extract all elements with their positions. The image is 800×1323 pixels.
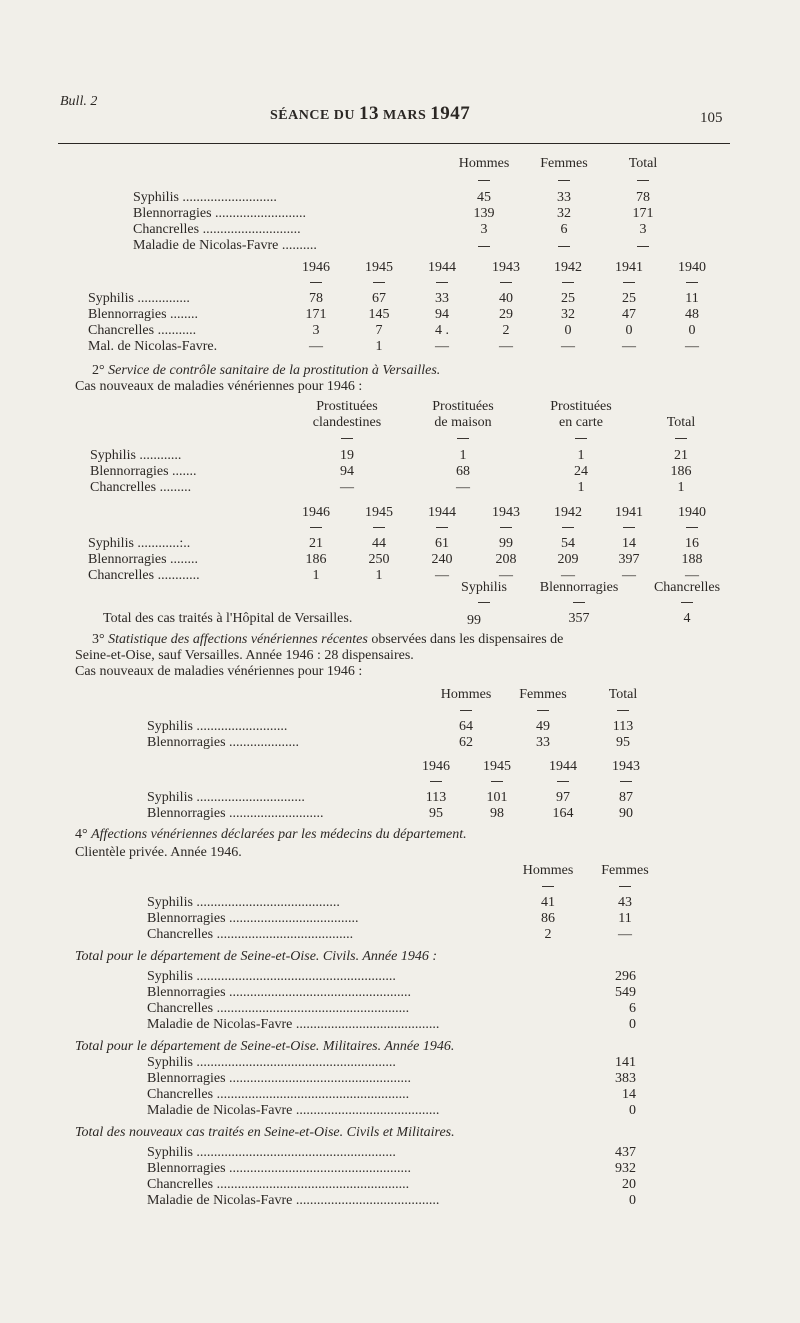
s1-year-cell: 78 [309, 291, 323, 306]
s2-cell: 19 [340, 448, 354, 463]
s2-col-maison-2: de maison [434, 415, 492, 430]
dash [310, 527, 322, 528]
s4-cell: 41 [541, 895, 555, 910]
totals-value: 0 [629, 1193, 636, 1208]
dash [557, 781, 569, 782]
s2-year: 1946 [302, 505, 330, 520]
s1-year-cell: 47 [622, 307, 636, 322]
s3-cell: 95 [616, 735, 630, 750]
page-number: 105 [700, 110, 723, 126]
totals-heading: Total pour le département de Seine-et-Oise. Civils. Année 1946 : [75, 949, 437, 964]
s1-col-hommes: Hommes [458, 156, 510, 171]
s4-cell: 86 [541, 911, 555, 926]
s3-year-label: Blennorragies ........................... [147, 806, 324, 821]
dash [500, 282, 512, 283]
s2-heading: 2° Service de contrôle sanitaire de la prostitution à Versailles. [92, 363, 441, 378]
totals-value: 0 [629, 1017, 636, 1032]
s2-total-label: Total des cas traités à l'Hôpital de Versailles. [103, 611, 353, 626]
s1-col-total: Total [628, 156, 658, 171]
s1-year: 1946 [302, 260, 330, 275]
s3-ycell: 98 [490, 806, 504, 821]
totals-value: 14 [622, 1087, 636, 1102]
s2-year-cell: 44 [372, 536, 386, 551]
s1-cell: 45 [477, 190, 491, 205]
s1-year-cell: — [561, 339, 575, 354]
totals-row-label: Maladie de Nicolas-Favre ......................................... [147, 1193, 440, 1208]
s3-ycell: 95 [429, 806, 443, 821]
s1-year-cell: — [499, 339, 513, 354]
totals-value: 932 [615, 1161, 636, 1176]
s2-col-total: Total [666, 415, 696, 430]
s1-year-cell: 4 . [435, 323, 449, 338]
s2-year: 1941 [615, 505, 643, 520]
title-part-seance: SÉANCE DU [270, 108, 360, 123]
s1-year-cell: 0 [625, 323, 633, 338]
s1-year-cell: 145 [368, 307, 390, 322]
s3-cell: 113 [612, 719, 634, 734]
dash [562, 282, 574, 283]
s1-year-label: Blennorragies ........ [88, 307, 199, 322]
s3-row-label: Syphilis .......................... [147, 719, 288, 734]
totals-value: 6 [629, 1001, 636, 1016]
s3-year-label: Syphilis ............................... [147, 790, 305, 805]
s4-cell: 43 [618, 895, 632, 910]
dash [491, 781, 503, 782]
dash [686, 282, 698, 283]
totals-row-label: Syphilis ......................................................... [147, 1055, 396, 1070]
totals-value: 549 [615, 985, 636, 1000]
s1-year-cell: 32 [561, 307, 575, 322]
s2-year-cell: 1 [312, 568, 320, 583]
s2-total-value: 4 [683, 611, 691, 626]
s2-year-cell: 188 [681, 552, 703, 567]
s1-cell: 6 [560, 222, 568, 237]
s2-year-cell: 99 [499, 536, 513, 551]
s2-total-value: 99 [467, 613, 481, 628]
s1-year-cell: 48 [685, 307, 699, 322]
s3-year: 1944 [549, 759, 577, 774]
s2-cell: — [456, 480, 470, 495]
s1-year-cell: 3 [312, 323, 320, 338]
s2-year-cell: — [499, 568, 513, 583]
header-rule [58, 143, 730, 144]
dash [478, 246, 490, 247]
dash [500, 527, 512, 528]
s2-year-cell: 1 [375, 568, 383, 583]
dash [373, 527, 385, 528]
s3-year: 1946 [422, 759, 450, 774]
dash [436, 527, 448, 528]
dash [562, 527, 574, 528]
s2-cell: 1 [677, 480, 685, 495]
s1-row-label: Blennorragies .......................... [133, 206, 307, 221]
s2-cell: 1 [577, 480, 585, 495]
s1-year-cell: 94 [435, 307, 449, 322]
s2-cell: 21 [674, 448, 688, 463]
dash [436, 282, 448, 283]
dash [558, 246, 570, 247]
s2-year: 1942 [554, 505, 582, 520]
s2-year-cell: 186 [305, 552, 327, 567]
s1-year-cell: 67 [372, 291, 386, 306]
s4-heading: 4° Affections vénériennes déclarées par les médecins du département. [75, 827, 467, 842]
totals-row-label: Chancrelles ....................................................... [147, 1001, 410, 1016]
s2-tcol: Chancrelles [653, 580, 721, 595]
s1-col-femmes: Femmes [540, 156, 588, 171]
totals-row-label: Syphilis ......................................................... [147, 1145, 396, 1160]
totals-row-label: Blennorragies .................................................... [147, 985, 412, 1000]
dash [686, 527, 698, 528]
dash [675, 438, 687, 439]
s1-year-cell: 7 [375, 323, 383, 338]
dash [373, 282, 385, 283]
s2-subheading: Cas nouveaux de maladies vénériennes pour 1946 : [75, 379, 363, 394]
dash [575, 438, 587, 439]
s3-line2: Seine-et-Oise, sauf Versailles. Année 1946 : 28 dispensaires. [75, 648, 414, 663]
s4-cell: 11 [618, 911, 632, 926]
s2-total-value: 357 [568, 611, 590, 626]
s2-cell: 186 [670, 464, 692, 479]
dash [681, 602, 693, 603]
s4-col-femmes: Femmes [601, 863, 649, 878]
totals-heading: Total des nouveaux cas traités en Seine-et-Oise. Civils et Militaires. [75, 1125, 455, 1140]
s4-line2: Clientèle privée. Année 1946. [75, 845, 242, 860]
page-title [270, 104, 470, 123]
s2-year-cell: — [685, 568, 699, 583]
s2-year-cell: 16 [685, 536, 699, 551]
title-part-mars: MARS [379, 108, 431, 123]
totals-row-label: Chancrelles ....................................................... [147, 1177, 410, 1192]
s1-year-cell: 0 [564, 323, 572, 338]
s2-col-clandestines: Prostituées [316, 399, 378, 414]
totals-row-label: Syphilis ......................................................... [147, 969, 396, 984]
dash [623, 282, 635, 283]
s2-cell: 68 [456, 464, 470, 479]
s3-ycell: 113 [425, 790, 447, 805]
s2-tcol: Syphilis [461, 580, 507, 595]
s3-col-hommes: Hommes [440, 687, 492, 702]
title-day: 13 [359, 103, 380, 124]
s2-row-label: Chancrelles ......... [90, 480, 192, 495]
s2-year: 1944 [428, 505, 456, 520]
s3-heading: 3° Statistique des affections vénériennes récentes observées dans les dispensaires de [92, 632, 564, 647]
dash [619, 886, 631, 887]
s2-cell: 1 [459, 448, 467, 463]
s1-year: 1944 [428, 260, 456, 275]
s1-row-label: Chancrelles ............................ [133, 222, 301, 237]
s2-year: 1940 [678, 505, 706, 520]
s1-year-cell: 171 [305, 307, 327, 322]
s3-line3: Cas nouveaux de maladies vénériennes pour 1946 : [75, 664, 363, 679]
s1-year-label: Syphilis ............... [88, 291, 190, 306]
s1-year-cell: — [435, 339, 449, 354]
s3-ycell: 87 [619, 790, 633, 805]
s3-year: 1943 [612, 759, 640, 774]
s2-year-label: Chancrelles ............ [88, 568, 200, 583]
s2-year-cell: 21 [309, 536, 323, 551]
s1-year-cell: 25 [561, 291, 575, 306]
totals-value: 0 [629, 1103, 636, 1118]
s1-row-label: Maladie de Nicolas-Favre .......... [133, 238, 317, 253]
s1-year: 1943 [492, 260, 520, 275]
dash [623, 527, 635, 528]
s4-col-hommes: Hommes [522, 863, 574, 878]
s4-row-label: Syphilis ......................................... [147, 895, 340, 910]
s3-col-femmes: Femmes [519, 687, 567, 702]
s1-year-cell: 40 [499, 291, 513, 306]
s1-year-cell: 33 [435, 291, 449, 306]
s1-cell: 171 [632, 206, 654, 221]
s1-year-cell: 25 [622, 291, 636, 306]
s2-col-carte-2: en carte [559, 415, 603, 430]
s2-year-label: Syphilis ............:.. [88, 536, 191, 551]
s3-ycell: 90 [619, 806, 633, 821]
s2-tcol: Blennorragies [539, 580, 619, 595]
s2-year: 1943 [492, 505, 520, 520]
s1-year: 1941 [615, 260, 643, 275]
s3-cell: 62 [459, 735, 473, 750]
s3-cell: 64 [459, 719, 473, 734]
s2-year-cell: — [435, 568, 449, 583]
dash [542, 886, 554, 887]
dash [460, 710, 472, 711]
s4-row-label: Blennorragies ..................................... [147, 911, 359, 926]
s1-year-label: Chancrelles ........... [88, 323, 197, 338]
s1-year-cell: 1 [375, 339, 383, 354]
s2-year-cell: 250 [368, 552, 390, 567]
s1-cell: 3 [480, 222, 488, 237]
s2-cell: 94 [340, 464, 354, 479]
s1-cell: 3 [639, 222, 647, 237]
dash [637, 246, 649, 247]
dash [430, 781, 442, 782]
totals-row-label: Maladie de Nicolas-Favre ......................................... [147, 1103, 440, 1118]
dash [341, 438, 353, 439]
s1-year: 1940 [678, 260, 706, 275]
s2-year-cell: 14 [622, 536, 636, 551]
totals-row-label: Chancrelles ....................................................... [147, 1087, 410, 1102]
s3-year: 1945 [483, 759, 511, 774]
dash [558, 180, 570, 181]
s1-year-cell: 2 [502, 323, 510, 338]
totals-value: 383 [615, 1071, 636, 1086]
dash [637, 180, 649, 181]
s2-year-cell: 240 [431, 552, 453, 567]
s2-cell: — [340, 480, 354, 495]
s4-cell: 2 [544, 927, 552, 942]
s4-row-label: Chancrelles ....................................... [147, 927, 354, 942]
s2-year-cell: 54 [561, 536, 575, 551]
totals-value: 20 [622, 1177, 636, 1192]
s1-year-cell: 11 [685, 291, 699, 306]
s1-year: 1945 [365, 260, 393, 275]
s2-year-cell: — [561, 568, 575, 583]
s2-row-label: Blennorragies ....... [90, 464, 197, 479]
s1-year-cell: — [309, 339, 323, 354]
s3-ycell: 164 [552, 806, 574, 821]
bulletin-ref: Bull. 2 [60, 94, 98, 109]
title-year: 1947 [430, 103, 471, 124]
s1-year-cell: — [622, 339, 636, 354]
dash [537, 710, 549, 711]
s4-cell: — [618, 927, 632, 942]
s1-cell: 139 [473, 206, 495, 221]
totals-row-label: Blennorragies .................................................... [147, 1161, 412, 1176]
s2-col-clandestines-2: clandestines [312, 415, 382, 430]
s3-ycell: 97 [556, 790, 570, 805]
s2-year-cell: 61 [435, 536, 449, 551]
s2-year-cell: 397 [618, 552, 640, 567]
totals-row-label: Maladie de Nicolas-Favre ......................................... [147, 1017, 440, 1032]
dash [478, 180, 490, 181]
s2-col-carte: Prostituées [550, 399, 612, 414]
s2-year: 1945 [365, 505, 393, 520]
s2-cell: 1 [577, 448, 585, 463]
dash [617, 710, 629, 711]
s1-cell: 32 [557, 206, 571, 221]
s3-col-total: Total [608, 687, 638, 702]
s3-row-label: Blennorragies .................... [147, 735, 300, 750]
s1-year: 1942 [554, 260, 582, 275]
s1-year-cell: 29 [499, 307, 513, 322]
s1-year-cell: — [685, 339, 699, 354]
dash [310, 282, 322, 283]
s2-col-maison: Prostituées [432, 399, 494, 414]
dash [620, 781, 632, 782]
dash [573, 602, 585, 603]
s3-cell: 33 [536, 735, 550, 750]
s2-cell: 24 [574, 464, 588, 479]
s1-row-label: Syphilis ........................... [133, 190, 277, 205]
s2-year-label: Blennorragies ........ [88, 552, 199, 567]
s2-year-cell: 209 [557, 552, 579, 567]
dash [457, 438, 469, 439]
s2-year-cell: — [622, 568, 636, 583]
totals-row-label: Blennorragies .................................................... [147, 1071, 412, 1086]
s1-year-label: Mal. de Nicolas-Favre. [88, 339, 218, 354]
totals-value: 141 [615, 1055, 636, 1070]
dash [478, 602, 490, 603]
s1-cell: 78 [636, 190, 650, 205]
s2-row-label: Syphilis ............ [90, 448, 182, 463]
s1-cell: 33 [557, 190, 571, 205]
totals-value: 437 [615, 1145, 636, 1160]
totals-value: 296 [615, 969, 636, 984]
s2-year-cell: 208 [495, 552, 517, 567]
totals-heading: Total pour le département de Seine-et-Oise. Militaires. Année 1946. [75, 1039, 455, 1054]
s3-cell: 49 [536, 719, 550, 734]
s3-ycell: 101 [486, 790, 508, 805]
s1-year-cell: 0 [688, 323, 696, 338]
